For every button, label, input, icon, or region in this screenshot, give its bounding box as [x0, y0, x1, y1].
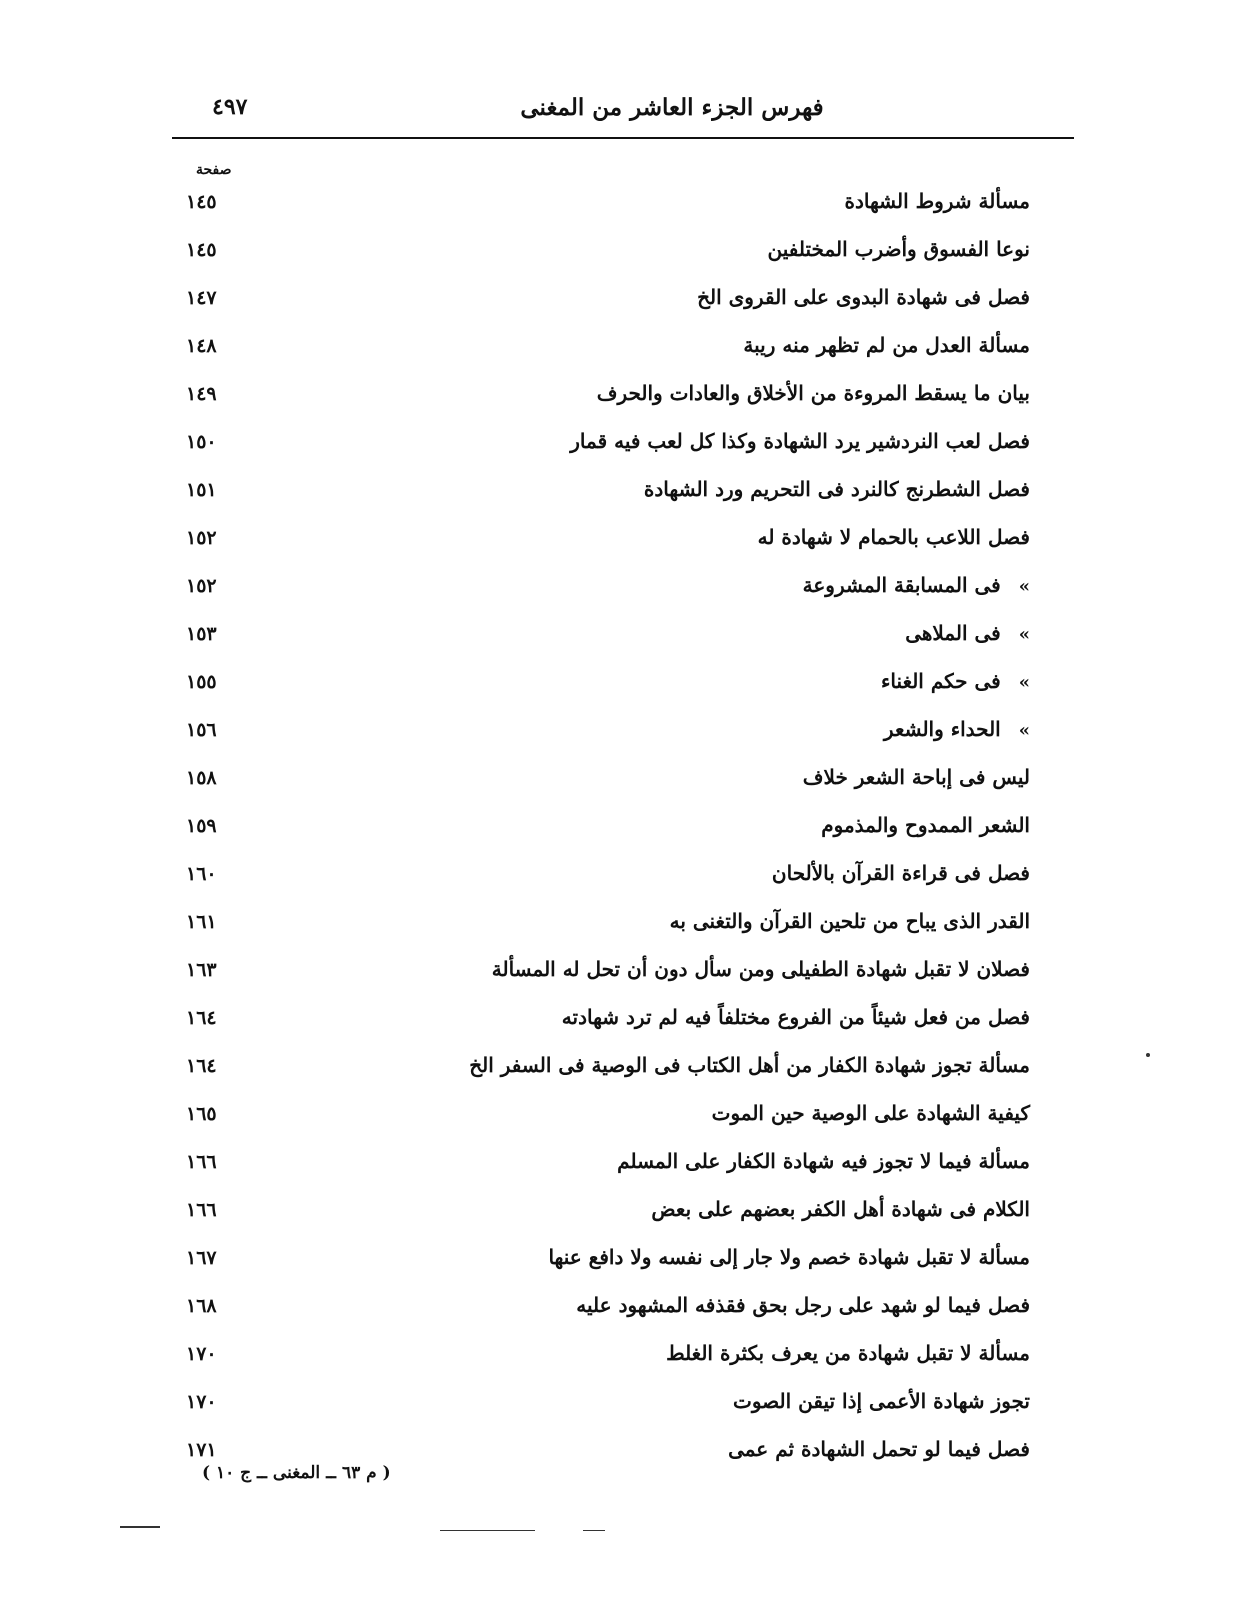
toc-entry-text: ليس فى إباحة الشعر خلاف [802, 765, 1030, 789]
toc-entry [180, 857, 1030, 905]
toc-entry-page: ١٦٧ [186, 1247, 217, 1269]
header-rule [172, 137, 1074, 139]
toc-entry-page: ١٤٩ [186, 383, 217, 405]
toc-entry-text: فصل اللاعب بالحمام لا شهادة له [757, 525, 1030, 549]
toc-entry-page: ١٤٥ [186, 239, 217, 261]
toc-entry [180, 569, 1030, 617]
toc-entry-title [666, 1341, 1030, 1365]
toc-entry [180, 953, 1030, 1001]
toc-entry [180, 905, 1030, 953]
toc-entry-text: الشعر الممدوح والمذموم [821, 813, 1030, 837]
toc-entry-text: بيان ما يسقط المروءة من الأخلاق والعادات والحرف [596, 381, 1030, 405]
toc-entry-text: فصل من فعل شيئاً من الفروع مختلفاً فيه لم ترد شهادته [561, 1005, 1030, 1029]
toc-entry-page: ١٦٠ [186, 863, 217, 885]
toc-entry-page: ١٦٣ [186, 959, 217, 981]
toc-entry-page: ١٥٨ [186, 767, 217, 789]
toc-entry [180, 1049, 1030, 1097]
ditto-mark: » [1018, 720, 1030, 741]
toc-entry-text: فصل فيما لو تحمل الشهادة ثم عمى [728, 1437, 1030, 1461]
toc-entry [180, 473, 1030, 521]
toc-entry-text: فى حكم الغناء [881, 669, 1001, 693]
toc-entry-page: ١٤٥ [186, 191, 217, 213]
toc-entry-text: الكلام فى شهادة أهل الكفر بعضهم على بعض [651, 1197, 1030, 1221]
toc-entry [180, 1337, 1030, 1385]
toc-entry-text: مسألة لا تقبل شهادة خصم ولا جار إلى نفسه ولا دافع عنها [548, 1245, 1030, 1269]
toc-entry [180, 233, 1030, 281]
scan-speck [120, 1526, 160, 1528]
toc-entry [180, 1097, 1030, 1145]
toc-entry-text: القدر الذى يباح من تلحين القرآن والتغنى به [669, 909, 1030, 933]
toc-entry-text: فصل فى قراءة القرآن بالألحان [771, 861, 1030, 885]
toc-entry-text: فصل الشطرنج كالنرد فى التحريم ورد الشهادة [643, 477, 1030, 501]
toc-entry-title [576, 1293, 1030, 1317]
toc-entry [180, 185, 1030, 233]
toc-entry-page: ١٤٧ [186, 287, 217, 309]
toc-entry [180, 425, 1030, 473]
toc-entry-text: فى المسابقة المشروعة [802, 573, 1001, 597]
toc-entry [180, 329, 1030, 377]
toc-entry-title [768, 237, 1031, 261]
toc-entry [180, 281, 1030, 329]
toc-entry-text: مسألة تجوز شهادة الكفار من أهل الكتاب فى الوصية فى السفر الخ [469, 1053, 1030, 1077]
scan-speck [440, 1530, 535, 1531]
toc-entry-title [844, 189, 1030, 213]
toc-entry-title [758, 525, 1030, 549]
toc-entry-text: نوعا الفسوق وأضرب المختلفين [767, 237, 1030, 261]
toc-entry-title [597, 381, 1030, 405]
toc-entry-title [821, 813, 1030, 837]
toc-entry-page: ١٦٦ [186, 1199, 217, 1221]
ditto-mark: » [1018, 672, 1030, 693]
toc-entry-page: ١٦٤ [186, 1055, 217, 1077]
toc-entry [180, 665, 1030, 713]
toc-entry [180, 1193, 1030, 1241]
toc-entry-title [651, 1197, 1030, 1221]
toc-entry-text: الحداء والشعر [883, 717, 1001, 741]
toc-entry-title [712, 1101, 1030, 1125]
toc-entry-title [697, 285, 1030, 309]
toc-entry-text: فى الملاهى [905, 621, 1001, 645]
toc-entry-page: ١٦٥ [186, 1103, 217, 1125]
toc-entry [180, 1385, 1030, 1433]
toc-entry-title [644, 477, 1030, 501]
toc-entry-title [733, 1389, 1030, 1413]
toc-entry-text: مسألة العدل من لم تظهر منه ريبة [743, 333, 1030, 357]
signature-note: ( م ٦٣ ــ المغنى ــ ج ١٠ ) [202, 1463, 391, 1483]
toc-entry-page: ١٥٣ [186, 623, 217, 645]
toc-entry [180, 1145, 1030, 1193]
toc-entry [180, 1289, 1030, 1337]
toc-entry-page: ١٧٠ [186, 1391, 217, 1413]
toc-entry [180, 1241, 1030, 1289]
toc-entry-title [570, 429, 1030, 453]
toc-entry-page: ١٥٠ [186, 431, 217, 453]
page-column-label: صفحة [196, 162, 232, 178]
toc-entry-title [884, 717, 1030, 741]
toc-entry-title [617, 1149, 1030, 1173]
toc-entry-title [772, 861, 1030, 885]
toc-entry-title [670, 909, 1030, 933]
toc-entry-page: ١٥٢ [186, 527, 217, 549]
toc-entry-text: مسألة شروط الشهادة [844, 189, 1030, 213]
scan-speck [1146, 1053, 1150, 1057]
toc-entry-page: ١٦١ [186, 911, 217, 933]
toc-entry-title [803, 765, 1030, 789]
toc-entry [180, 761, 1030, 809]
toc-entry-text: فصل لعب النردشير يرد الشهادة وكذا كل لعب فيه قمار [570, 429, 1030, 453]
toc-entry-page: ١٧٠ [186, 1343, 217, 1365]
ditto-mark: » [1018, 624, 1030, 645]
scan-speck [583, 1530, 605, 1531]
toc-entry-page: ١٦٦ [186, 1151, 217, 1173]
toc-entry-text: فصل فيما لو شهد على رجل بحق فقذفه المشهود عليه [576, 1293, 1030, 1317]
toc-entry-page: ١٥١ [186, 479, 217, 501]
toc-entry-page: ١٥٦ [186, 719, 217, 741]
toc-entry-page: ١٦٨ [186, 1295, 217, 1317]
toc-entry-text: مسألة لا تقبل شهادة من يعرف بكثرة الغلط [666, 1341, 1030, 1365]
toc-entry [180, 617, 1030, 665]
ditto-mark: » [1018, 576, 1030, 597]
toc-entry [180, 1001, 1030, 1049]
toc-entry [180, 809, 1030, 857]
toc-entry [180, 713, 1030, 761]
toc-entry-page: ١٥٢ [186, 575, 217, 597]
toc-entry-page: ١٧١ [186, 1439, 217, 1461]
page-number: ٤٩٧ [212, 94, 248, 120]
toc-entry-page: ١٥٥ [186, 671, 217, 693]
toc-entry [180, 521, 1030, 569]
toc-entry-title [743, 333, 1030, 357]
toc-entry-text: فصلان لا تقبل شهادة الطفيلى ومن سأل دون أن تحل له المسألة [491, 957, 1030, 981]
toc-entry [180, 377, 1030, 425]
toc-entry-title [803, 573, 1030, 597]
toc-entry-title [469, 1053, 1030, 1077]
toc-entry-title [562, 1005, 1030, 1029]
toc-entry-page: ١٥٩ [186, 815, 217, 837]
toc-entry-text: كيفية الشهادة على الوصية حين الموت [711, 1101, 1030, 1125]
toc-entry-text: تجوز شهادة الأعمى إذا تيقن الصوت [733, 1389, 1030, 1413]
toc-entry-text: مسألة فيما لا تجوز فيه شهادة الكفار على المسلم [617, 1149, 1030, 1173]
page-header [172, 88, 1072, 132]
toc-entry-title [492, 957, 1030, 981]
toc-entry-title [728, 1437, 1030, 1461]
table-of-contents [180, 185, 1030, 1481]
toc-entry-title [905, 621, 1030, 645]
toc-entry-text: فصل فى شهادة البدوى على القروى الخ [697, 285, 1030, 309]
toc-entry-page: ١٤٨ [186, 335, 217, 357]
toc-entry-title [548, 1245, 1030, 1269]
toc-entry-title [881, 669, 1030, 693]
running-title: فهرس الجزء العاشر من المغنى [520, 94, 824, 121]
toc-entry-page: ١٦٤ [186, 1007, 217, 1029]
